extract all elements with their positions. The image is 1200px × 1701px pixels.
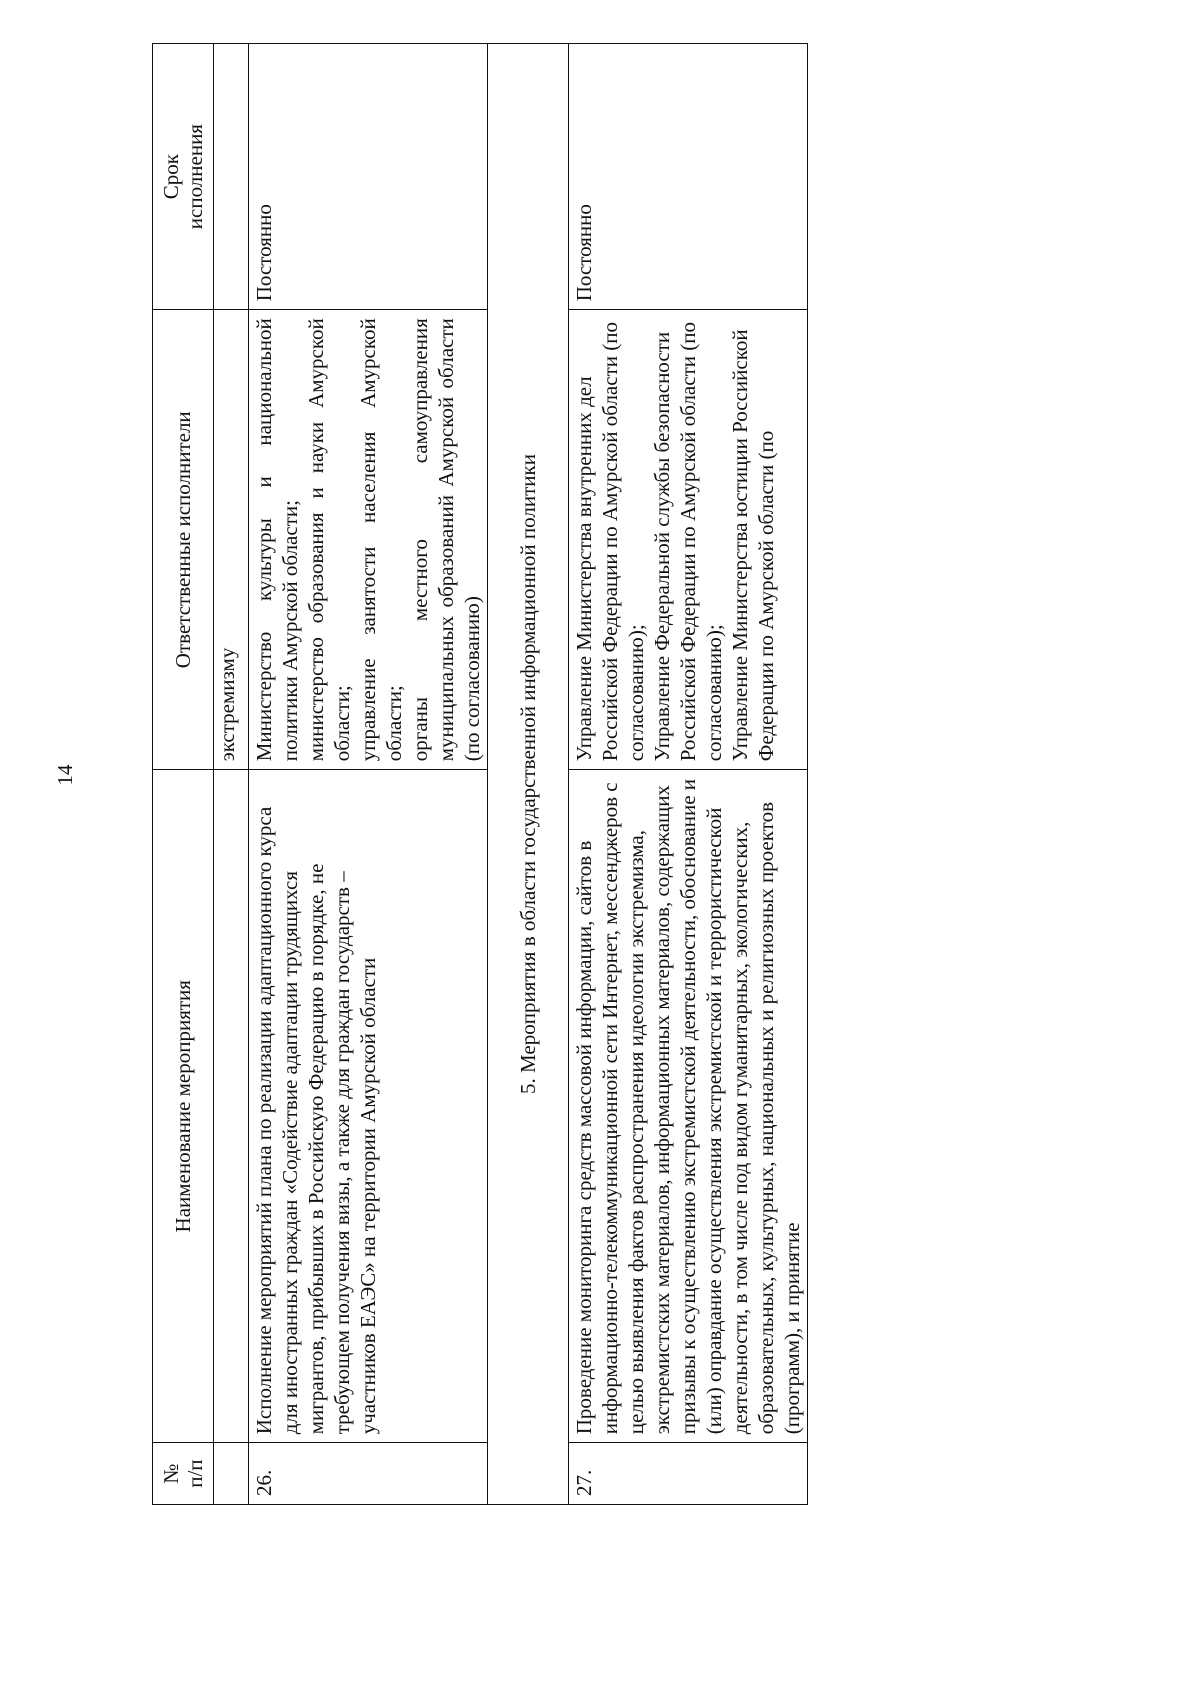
row27-measure-name: Проведение мониторинга средств массовой информации, сайтов в информационно-телекоммуникационной сети Интернет, мессенджеров с целью выявления фактов распространения идеологии экстремизма, экстремистских материалов, информационных материалов, содержащих призывы к осуществлению экстремистской деятельности, обоснование и (или) оправдание осуществления экстремистской и террористической деятельности, в том числе под видом гуманитарных, экологических, образовательных, культурных, национальных и религиозных проектов (программ), и принятие — [569, 770, 808, 1443]
continuation-responsible-cell: экстремизму — [214, 310, 249, 770]
continuation-name-cell — [214, 770, 249, 1443]
table-header-row — [153, 44, 214, 1505]
continuation-num-cell — [214, 1443, 249, 1505]
continuation-deadline-cell — [214, 44, 249, 310]
row27-number: 27. — [569, 1443, 808, 1505]
row26-number: 26. — [249, 1443, 488, 1505]
section-heading-row — [488, 44, 569, 1505]
header-responsible: Ответственные исполнители — [153, 310, 214, 770]
table-row-26 — [249, 44, 488, 1505]
header-measure-name: Наименование мероприятия — [153, 770, 214, 1443]
section-5-heading: 5. Мероприятия в области государственной информационной политики — [488, 44, 569, 1505]
row26-measure-name: Исполнение мероприятий плана по реализации адаптационного курса для иностранных граждан «Содействие адаптации трудящихся мигрантов, прибывших в Российскую Федерацию в порядке, не требующем получения визы, а также для граждан государств – участников ЕАЭС» на территории Амурской области — [249, 770, 488, 1443]
rotated-page-content — [152, 43, 1048, 1505]
page-number: 14 — [53, 764, 77, 786]
table-row-continuation — [214, 44, 249, 1505]
row26-responsible: Министерство культуры и национальной политики Амурской области; министерство образования и науки Амурской области; управление занятости населения Амурской области; органы местного самоуправления муниципальных образований Амурской области (по согласованию) — [249, 310, 488, 770]
row27-deadline: Постоянно — [569, 44, 808, 310]
table-row-27 — [569, 44, 808, 1505]
header-deadline: Срок исполнения — [153, 44, 214, 310]
measures-table — [152, 43, 808, 1505]
header-number: № п/п — [153, 1443, 214, 1505]
row26-deadline: Постоянно — [249, 44, 488, 310]
row27-responsible: Управление Министерства внутренних дел Российской Федерации по Амурской области (по согласованию); Управление Федеральной службы безопасности Российской Федерации по Амурской области (по согласованию); Управление Министерства юстиции Российской Федерации по Амурской области (по — [569, 310, 808, 770]
